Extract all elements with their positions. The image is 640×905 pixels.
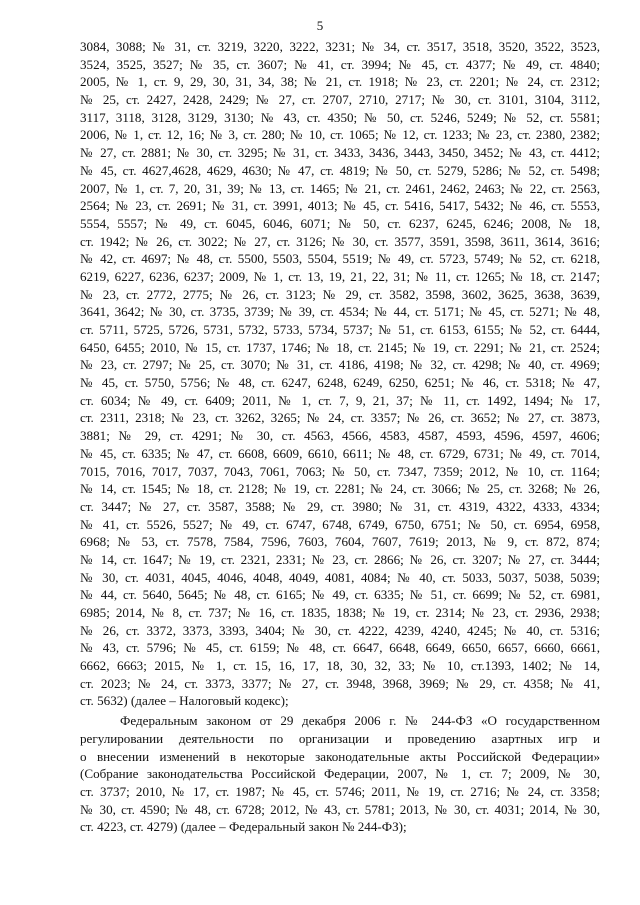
text-line: ст. 5711, 5725, 5726, 5731, 5732, 5733, 5734, 5737; № 51, ст. 6153, 6155; № 52, ст. 6444, [80, 322, 600, 337]
text-line: 3641, 3642; № 30, ст. 3735, 3739; № 39, ст. 4534; № 44, ст. 5171; № 45, ст. 5271; № 48, [80, 304, 600, 320]
text-line: № 42, ст. 4697; № 48, ст. 5500, 5503, 5504, 5519; № 49, ст. 5723, 5749; № 52, ст. 6218, [80, 251, 600, 267]
text-line: регулировании деятельности по организации и проведению азартных игр и [80, 730, 600, 746]
text-line: 2006, № 1, ст. 12, 16; № 3, ст. 280; № 10, ст. 1065; № 12, ст. 1233; № 23, ст. 2380, 2382; [80, 127, 600, 143]
text-line: Федеральным законом от 29 декабря 2006 г. № 244-ФЗ «О государственном [120, 713, 600, 729]
text-line: № 30, ст. 4031, 4045, 4046, 4048, 4049, 4081, 4084; № 40, ст. 5033, 5037, 5038, 5039; [80, 569, 600, 585]
text-line: (Собрание законодательства Российской Федерации, 2007, № 1, ст. 7; 2009, № 30, [80, 766, 600, 782]
text-line: ст. 5632) (далее – Налоговый кодекс); [80, 693, 289, 709]
text-line: ст. 6034; № 49, ст. 6409; 2011, № 1, ст. 7, 9, 21, 37; № 11, ст. 1492, 1494; № 17, [80, 392, 600, 408]
text-line: ст. 2023; № 24, ст. 3373, 3377; № 27, ст. 3948, 3968, 3969; № 29, ст. 4358; № 41, [80, 675, 600, 691]
text-line: № 14, ст. 1647; № 19, ст. 2321, 2331; № 23, ст. 2866; № 26, ст. 3207; № 27, ст. 3444; [80, 551, 600, 567]
text-line: № 45, ст. 5750, 5756; № 48, ст. 6247, 6248, 6249, 6250, 6251; № 46, ст. 5318; № 47, [80, 375, 600, 391]
text-line: № 45, ст. 4627,4628, 4629, 4630; № 47, ст. 4819; № 50, ст. 5279, 5286; № 52, ст. 5498; [80, 162, 600, 178]
text-line: 6450, 6455; 2010, № 15, ст. 1737, 1746; № 18, ст. 2145; № 19, ст. 2291; № 21, ст. 2524; [80, 339, 600, 355]
text-line: ст. 2311, 2318; № 23, ст. 3262, 3265; № 24, ст. 3357; № 26, ст. 3652; № 27, ст. 3873, [80, 410, 600, 426]
text-line: № 44, ст. 5640, 5645; № 48, ст. 6165; № 49, ст. 6335; № 51, ст. 6699; № 52, ст. 6981, [80, 587, 600, 603]
text-line: № 27, ст. 2881; № 30, ст. 3295; № 31, ст. 3433, 3436, 3443, 3450, 3452; № 43, ст. 4412; [80, 145, 600, 161]
text-line: 6662, 6663; 2015, № 1, ст. 15, 16, 17, 18, 30, 32, 33; № 10, ст.1393, 1402; № 14, [80, 658, 600, 674]
text-line: ст. 1942; № 26, ст. 3022; № 27, ст. 3126; № 30, ст. 3577, 3591, 3598, 3611, 3614, 3616; [80, 233, 600, 249]
paragraph-tax-code-citations [80, 38, 600, 710]
text-line: 3084, 3088; № 31, ст. 3219, 3220, 3222, 3231; № 34, ст. 3517, 3518, 3520, 3522, 3523, [80, 39, 600, 54]
text-line: № 45, ст. 6335; № 47, ст. 6608, 6609, 6610, 6611; № 48, ст. 6729, 6731; № 49, ст. 7014, [80, 445, 600, 461]
text-line: № 41, ст. 5526, 5527; № 49, ст. 6747, 6748, 6749, 6750, 6751; № 50, ст. 6954, 6958, [80, 516, 600, 532]
text-line: 3881; № 29, ст. 4291; № 30, ст. 4563, 4566, 4583, 4587, 4593, 4596, 4597, 4606; [80, 428, 600, 444]
text-line: 2564; № 23, ст. 2691; № 31, ст. 3991, 4013; № 45, ст. 5416, 5417, 5432; № 46, ст. 5553, [80, 198, 600, 214]
text-line: № 14, ст. 1545; № 18, ст. 2128; № 19, ст. 2281; № 24, ст. 3066; № 25, ст. 3268; № 26, [80, 481, 600, 497]
text-line: № 26, ст. 3372, 3373, 3393, 3404; № 30, ст. 4222, 4239, 4240, 4245; № 40, ст. 5316; [80, 622, 600, 638]
text-line: 2007, № 1, ст. 7, 20, 31, 39; № 13, ст. 1465; № 21, ст. 2461, 2462, 2463; № 22, ст. 2563, [80, 180, 600, 196]
text-line: № 30, ст. 4590; № 48, ст. 6728; 2012, № 43, ст. 5781; 2013, № 30, ст. 4031; 2014, № 30, [80, 801, 600, 817]
text-line: № 25, ст. 2427, 2428, 2429; № 27, ст. 2707, 2710, 2717; № 30, ст. 3101, 3104, 3112, [80, 92, 600, 108]
text-line: 2005, № 1, ст. 9, 29, 30, 31, 34, 38; № 21, ст. 1918; № 23, ст. 2201; № 24, ст. 2312; [80, 74, 600, 90]
text-line: 6219, 6227, 6236, 6237; 2009, № 1, ст. 13, 19, 21, 22, 31; № 11, ст. 1265; № 18, ст. 2147; [80, 268, 600, 284]
text-line: 6968; № 53, ст. 7578, 7584, 7596, 7603, 7604, 7607, 7619; 2013, № 9, ст. 872, 874; [80, 534, 600, 550]
page-number: 5 [316, 18, 324, 33]
text-line: ст. 3737; 2010, № 17, ст. 1987; № 45, ст. 5746; 2011, № 19, ст. 2716; № 24, ст. 3358; [80, 783, 600, 799]
text-line: ст. 3447; № 27, ст. 3587, 3588; № 29, ст. 3980; № 31, ст. 4319, 4322, 4333, 4334; [80, 498, 600, 514]
text-line: 5554, 5557; № 49, ст. 6045, 6046, 6071; № 50, ст. 6237, 6245, 6246; 2008, № 18, [80, 215, 600, 231]
text-line: ст. 4223, ст. 4279) (далее – Федеральный закон № 244-ФЗ); [80, 819, 407, 835]
text-line: о внесении изменений в некоторые законодательные акты Российской Федерации» [80, 748, 600, 764]
text-line: № 23, ст. 2772, 2775; № 26, ст. 3123; № 29, ст. 3582, 3598, 3602, 3625, 3638, 3639, [80, 286, 600, 302]
text-line: 6985; 2014, № 8, ст. 737; № 16, ст. 1835, 1838; № 19, ст. 2314; № 23, ст. 2936, 2938; [80, 605, 600, 620]
text-line: 7015, 7016, 7017, 7037, 7043, 7061, 7063; № 50, ст. 7347, 7359; 2012, № 10, ст. 1164; [80, 463, 600, 479]
text-line: № 43, ст. 5796; № 45, ст. 6159; № 48, ст. 6647, 6648, 6649, 6650, 6657, 6660, 6661, [80, 640, 600, 656]
document-body [80, 38, 600, 836]
text-line: 3524, 3525, 3527; № 35, ст. 3607; № 41, ст. 3994; № 45, ст. 4377; № 49, ст. 4840; [80, 56, 600, 72]
text-line: 3117, 3118, 3128, 3129, 3130; № 43, ст. 4350; № 50, ст. 5246, 5249; № 52, ст. 5581; [80, 109, 600, 125]
paragraph-federal-law-244 [80, 712, 600, 836]
text-line: № 23, ст. 2797; № 25, ст. 3070; № 31, ст. 4186, 4198; № 32, ст. 4298; № 40, ст. 4969; [80, 357, 600, 373]
